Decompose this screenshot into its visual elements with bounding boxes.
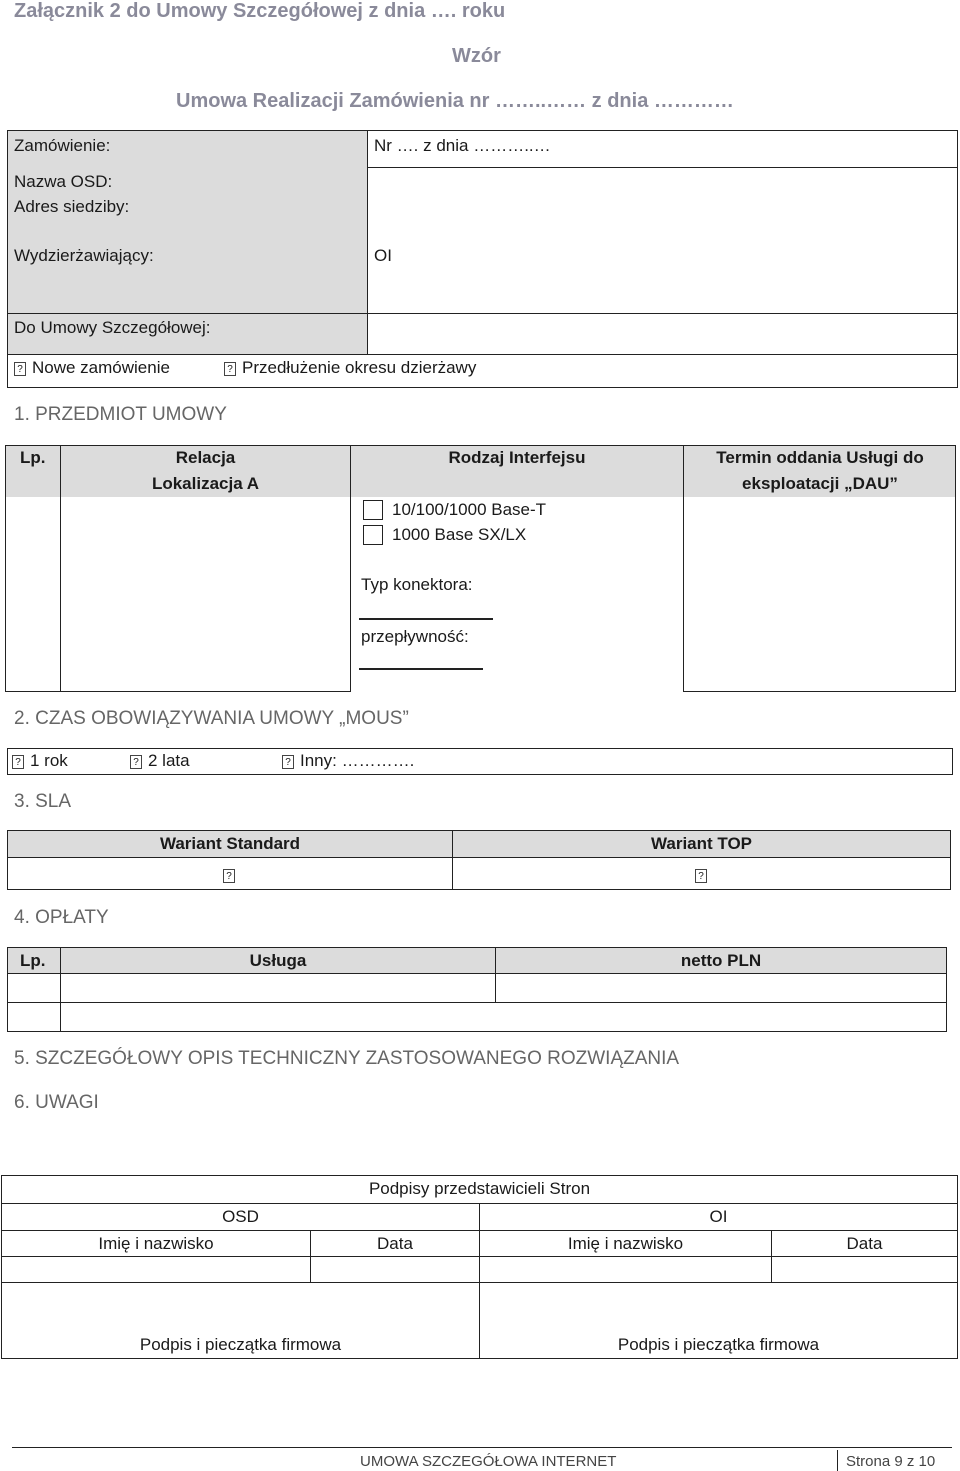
osd-name-header: Imię i nazwisko	[98, 1234, 214, 1253]
contract-title: Umowa Realizacji Zamówienia nr ……..…… z dnia …………	[176, 90, 734, 112]
connector-blank[interactable]	[359, 618, 493, 620]
extension-label: Przedłużenie okresu dzierżawy	[242, 358, 477, 377]
fees-cell[interactable]	[60, 1002, 947, 1032]
section6-title: 6. UWAGI	[14, 1092, 99, 1113]
oi-date-field[interactable]	[771, 1256, 958, 1283]
section1-title: 1. PRZEDMIOT UMOWY	[14, 404, 227, 425]
osd-stamp-label: Podpis i pieczątka firmowa	[139, 1335, 342, 1354]
term-header-line2: eksploatacji „DAU”	[742, 474, 898, 493]
order-details-cell	[367, 167, 958, 314]
fees-cell[interactable]	[60, 973, 496, 1003]
fees-cell[interactable]	[7, 973, 61, 1003]
section2-title: 2. CZAS OBOWIĄZYWANIA UMOWY „MOUS”	[14, 708, 409, 729]
interface-header: Rodzaj Interfejsu	[448, 448, 586, 467]
wzor-title: Wzór	[452, 45, 501, 67]
section5-title: 5. SZCZEGÓŁOWY OPIS TECHNICZNY ZASTOSOWANEGO ROZWIĄZANIA	[14, 1048, 680, 1069]
checkbox-base-sx[interactable]	[363, 525, 383, 545]
fees-lp-header: Lp.	[20, 951, 46, 970]
osd-label: OSD	[222, 1207, 259, 1226]
connector-label: Typ konektora:	[361, 575, 473, 594]
footer-page-number: Strona 9 z 10	[846, 1453, 936, 1470]
duration-1-year[interactable]	[12, 751, 68, 771]
signatures-title: Podpisy przedstawicieli Stron	[368, 1179, 591, 1198]
extension-option[interactable]	[224, 358, 476, 378]
lessee-label: Wydzierżawiający:	[14, 246, 154, 265]
checkbox-icon[interactable]: ?	[12, 755, 24, 769]
checkbox-icon[interactable]: ?	[223, 869, 235, 883]
footer-document-name: UMOWA SZCZEGÓŁOWA INTERNET	[360, 1453, 617, 1470]
new-order-option[interactable]	[14, 358, 170, 378]
throughput-label: przepływność:	[361, 627, 469, 646]
new-order-label: Nowe zamówienie	[32, 358, 170, 377]
duration-2-years-label: 2 lata	[148, 751, 190, 770]
order-labels-cell	[7, 130, 368, 314]
fees-cell[interactable]	[495, 973, 947, 1003]
order-value: Nr …. z dnia ………..…	[374, 136, 551, 155]
duration-2-years[interactable]	[130, 751, 190, 771]
duration-other-label: Inny: ………….	[300, 751, 415, 770]
contract-value-cell	[367, 313, 958, 355]
sla-standard-label: Wariant Standard	[159, 834, 301, 853]
oi-stamp-label: Podpis i pieczątka firmowa	[617, 1335, 820, 1354]
throughput-blank[interactable]	[359, 668, 483, 670]
section4-title: 4. OPŁATY	[14, 907, 109, 928]
oi-label: OI	[709, 1207, 728, 1226]
section3-title: 3. SLA	[14, 791, 72, 812]
checkbox-base-t[interactable]	[363, 500, 383, 520]
lp-header: Lp.	[20, 448, 46, 467]
sla-standard-choice	[223, 867, 241, 885]
duration-1-year-label: 1 rok	[30, 751, 68, 770]
osd-name-field[interactable]	[1, 1256, 311, 1283]
checkbox-icon[interactable]: ?	[14, 362, 26, 376]
term-header-line1: Termin oddania Usługi do	[716, 448, 924, 467]
contract-label: Do Umowy Szczegółowej:	[14, 318, 211, 337]
lessee-value: OI	[374, 246, 392, 265]
checkbox-icon[interactable]: ?	[224, 362, 236, 376]
fees-cell[interactable]	[7, 1002, 61, 1032]
osd-name-label: Nazwa OSD:	[14, 172, 113, 191]
osd-date-field[interactable]	[310, 1256, 480, 1283]
oi-name-header: Imię i nazwisko	[567, 1234, 684, 1253]
fees-net-header: netto PLN	[680, 951, 762, 970]
fees-service-header: Usługa	[249, 951, 307, 970]
sla-top-label: Wariant TOP	[650, 834, 753, 853]
address-label: Adres siedziby:	[14, 197, 130, 216]
checkbox-icon[interactable]: ?	[282, 755, 294, 769]
checkbox-icon[interactable]: ?	[130, 755, 142, 769]
sla-top-choice	[695, 867, 713, 885]
relation-header: Relacja	[175, 448, 236, 467]
annex-title: Załącznik 2 do Umowy Szczegółowej z dnia …. roku	[14, 0, 506, 22]
checkbox-icon[interactable]: ?	[695, 869, 707, 883]
oi-date-header: Data	[846, 1234, 883, 1253]
oi-name-field[interactable]	[479, 1256, 772, 1283]
option-base-t: 10/100/1000 Base-T	[392, 500, 547, 519]
location-header: Lokalizacja A	[151, 474, 260, 493]
footer-divider	[837, 1450, 838, 1471]
order-label: Zamówienie:	[14, 136, 111, 155]
duration-other[interactable]	[282, 751, 414, 771]
osd-date-header: Data	[377, 1234, 413, 1253]
footer-rule	[12, 1447, 952, 1448]
option-base-sx: 1000 Base SX/LX	[392, 525, 527, 544]
